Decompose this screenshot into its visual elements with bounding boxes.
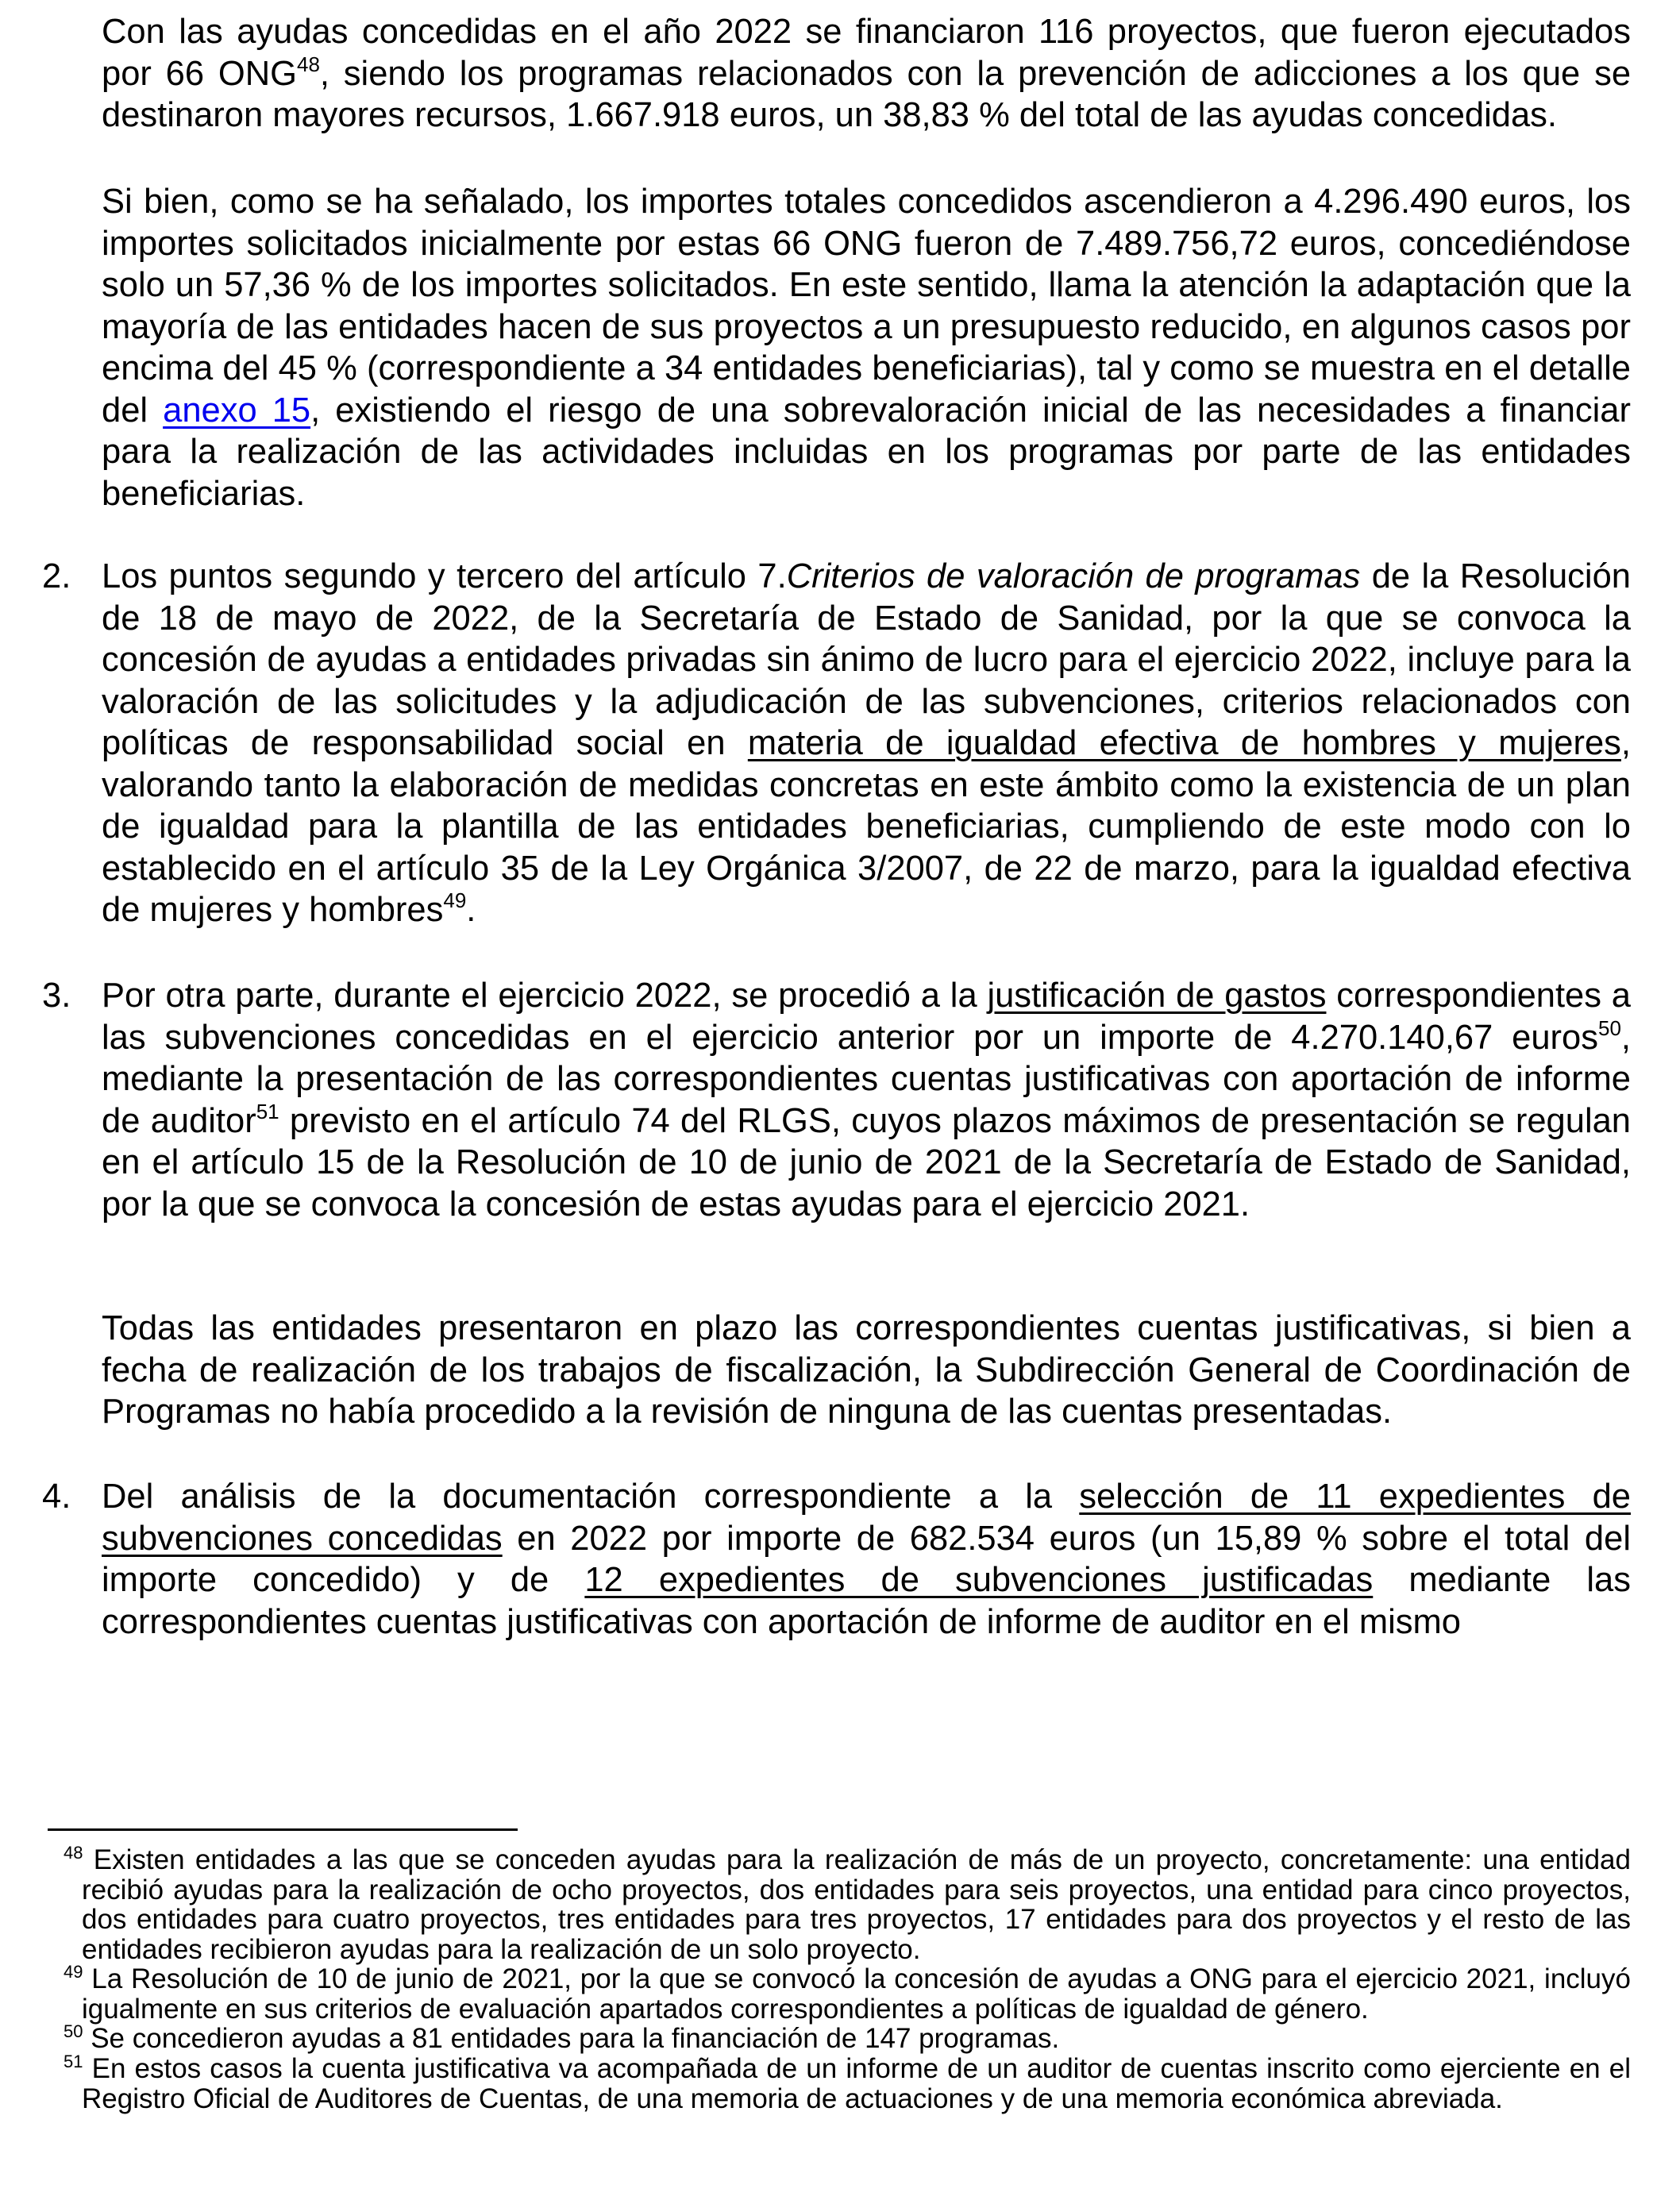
paragraph-projects-financed xyxy=(102,11,1631,137)
underlined-phrase: materia de igualdad efectiva de hombres y mujeres xyxy=(747,724,1621,762)
footnote-text: La Resolución de 10 de junio de 2021, por la que se convocó la concesión de ayudas a ONG para el ejercicio 2021, incluyó igualmente en sus criterios de evaluación apartados correspondientes a políticas de igualdad de género. xyxy=(82,1963,1631,2025)
paragraph-text: mediante las correspondientes cuentas justificativas con aportación de informe de auditor en el mismo xyxy=(102,1561,1631,1641)
footnote-49 xyxy=(64,1964,1631,2024)
footnote-number: 49 xyxy=(64,1962,83,1982)
paragraph-text: , mediante la presentación de las correspondientes cuentas justificativas con aportación de informe de auditor xyxy=(102,1018,1631,1140)
paragraph-text: en 2022 por importe de 682.534 euros (un 15,89 % sobre el total del importe concedido) y de xyxy=(102,1519,1631,1599)
underlined-phrase: 12 expedientes de subvenciones justificadas xyxy=(584,1561,1374,1599)
list-number-4: 4. xyxy=(42,1478,71,1516)
underlined-phrase: justificación de gastos xyxy=(987,977,1327,1015)
list-number-3: 3. xyxy=(42,977,71,1015)
footnote-ref-49[interactable]: 49 xyxy=(443,888,467,912)
footnote-text: Existen entidades a las que se conceden ayudas para la realización de más de un proyecto, concretamente: una entidad recibió ayudas para la realización de ocho proyectos, dos entidades para seis proyectos, una entidad para cinco proyectos, dos entidades para cuatro proyectos, tres entidades para tres proyectos, 17 entidades para dos proyectos y el resto de las entidades recibieron ayudas para la realización de un solo proyecto. xyxy=(82,1844,1631,1965)
footnote-number: 50 xyxy=(64,2021,83,2041)
paragraph-text: , siendo los programas relacionados con la prevención de adicciones a los que se destinaron mayores recursos, 1.667.918 euros, un 38,83 % del total de las ayudas concedidas. xyxy=(102,54,1632,134)
paragraph-text: Del análisis de la documentación correspondiente a la xyxy=(102,1478,1080,1516)
paragraph-text: Por otra parte, durante el ejercicio 2022, se procedió a la xyxy=(102,977,988,1015)
footnote-ref-51[interactable]: 51 xyxy=(256,1099,279,1123)
list-item-2-equality-criteria xyxy=(102,556,1631,931)
paragraph-text: , existiendo el riesgo de una sobrevaloración inicial de las necesidades a financiar para la realización de las actividades incluidas en los programas por parte de las entidades beneficiarias. xyxy=(102,391,1631,513)
paragraph-text: correspondientes a las subvenciones concedidas en el ejercicio anterior por un importe de 4.270.140,67 euros xyxy=(102,977,1631,1057)
italic-title: Criterios de valoración de programas xyxy=(786,557,1361,595)
paragraph-text: previsto en el artículo 74 del RLGS, cuyos plazos máximos de presentación se regulan en el artículo 15 de la Resolución de 10 de junio de 2021 de la Secretaría de Estado de Sanidad, por la que se convoca la concesión de estas ayudas para el ejercicio 2021. xyxy=(102,1101,1631,1223)
footnote-48 xyxy=(64,1845,1631,1964)
footnote-separator xyxy=(48,1828,518,1831)
footnote-number: 51 xyxy=(64,2052,83,2071)
paragraph-text: Con las ayudas concedidas en el año 2022 se financiaron 116 proyectos, que fueron ejecutados por 66 ONG xyxy=(102,13,1631,93)
list-number-2: 2. xyxy=(42,557,71,595)
paragraph-text: Los puntos segundo y tercero del artículo 7. xyxy=(102,557,787,595)
footnote-50 xyxy=(64,2021,1631,2054)
footnote-ref-50[interactable]: 50 xyxy=(1597,1015,1621,1040)
footnote-ref-48[interactable]: 48 xyxy=(296,52,320,76)
paragraph-text: de la Resolución de 18 de mayo de 2022, de la Secretaría de Estado de Sanidad, por la que se convoca la concesión de ayudas a entidades privadas sin ánimo de lucro para el ejercicio 2022, incluye para la valoración de las solicitudes y la adjudicación de las subvenciones, criterios relacionados con políticas de responsabilidad social en xyxy=(102,557,1631,762)
list-item-3-subparagraph: Todas las entidades presentaron en plazo las correspondientes cuentas justificativas, si bien a fecha de realización de los trabajos de fiscalización, la Subdirección General de Coordinación de Programas no había procedido a la revisión de ninguna de las cuentas presentadas. xyxy=(102,1309,1631,1431)
footnote-text: En estos casos la cuenta justificativa va acompañada de un informe de un auditor de cuentas inscrito como ejerciente en el Registro Oficial de Auditores de Cuentas, de una memoria de actuaciones y de una memoria económica abreviada. xyxy=(82,2053,1631,2114)
list-item-4-file-analysis xyxy=(102,1476,1631,1643)
list-item-3-expense-justification xyxy=(102,975,1631,1225)
annex-15-link[interactable]: anexo 15 xyxy=(163,391,311,430)
paragraph-text: . xyxy=(466,891,476,929)
footnote-text: Se concedieron ayudas a 81 entidades para la financiación de 147 programas. xyxy=(83,2023,1060,2054)
paragraph-text: Si bien, como se ha señalado, los importes totales concedidos ascendieron a 4.296.490 euros, los importes solicitados inicialmente por estas 66 ONG fueron de 7.489.756,72 euros, concediéndose solo un 57,36 % de los importes solicitados. En este sentido, llama la atención la adaptación que la mayoría de las entidades hacen de sus proyectos a un presupuesto reducido, en algunos casos por encima del 45 % (correspondiente a 34 entidades beneficiarias), tal y como se muestra en el detalle del xyxy=(102,183,1631,430)
underlined-phrase: selección de 11 expedientes de subvenciones concedidas xyxy=(102,1478,1631,1558)
footnote-number: 48 xyxy=(64,1843,83,1863)
paragraph-amounts-requested xyxy=(102,181,1631,514)
footnote-51 xyxy=(64,2054,1631,2113)
paragraph-text: , valorando tanto la elaboración de medidas concretas en este ámbito como la existencia de un plan de igualdad para la plantilla de las entidades beneficiarias, cumpliendo de este modo con lo establecido en el artículo 35 de la Ley Orgánica 3/2007, de 22 de marzo, para la igualdad efectiva de mujeres y hombres xyxy=(102,724,1632,929)
